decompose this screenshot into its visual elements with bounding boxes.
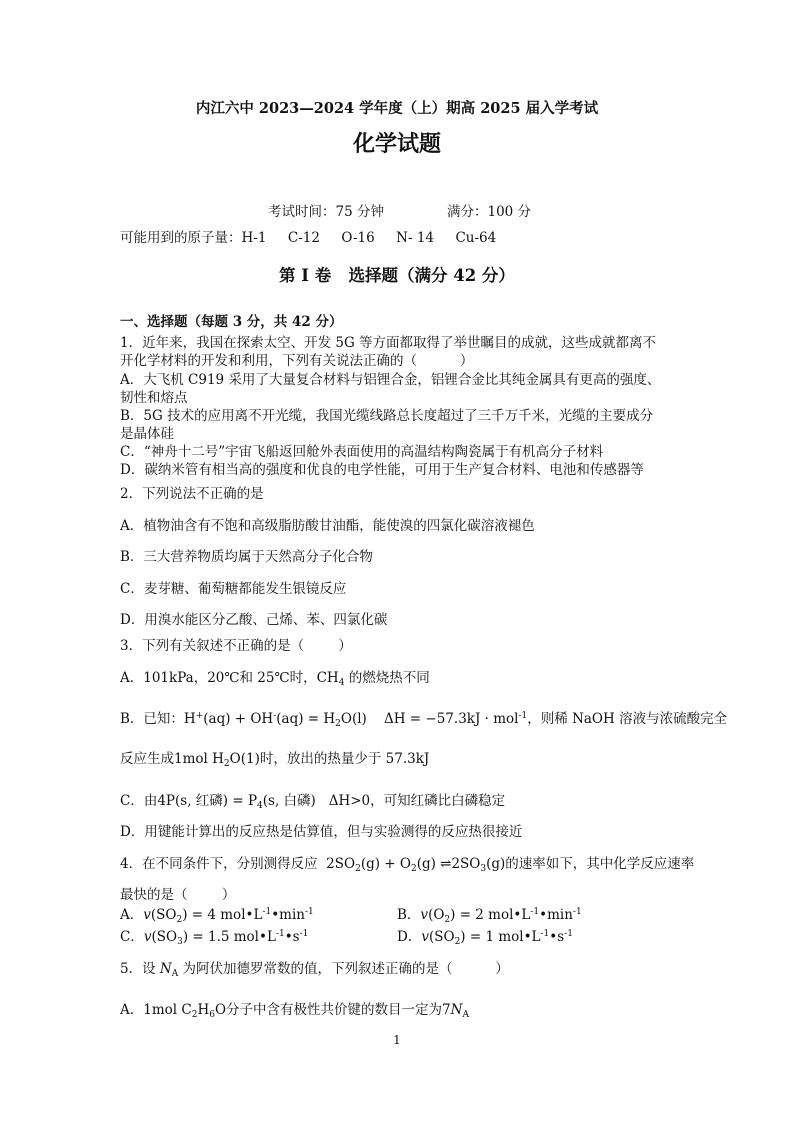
q3-a-formula: CH (316, 670, 339, 686)
q5-option-a (120, 1001, 469, 1019)
q4-b-rest: ) = 2 mol•L (450, 907, 531, 923)
q1-stem-line1: 1．近年来，我国在探索太空、开发 5G 等方面都取得了举世瞩目的成就，这些成就都离不 (120, 335, 657, 351)
q3-b-h2sub: 2 (335, 719, 341, 729)
q3-option-b-line1 (120, 710, 727, 728)
q5-stem-nsub: A (171, 969, 179, 979)
q5-a-s1: 2 (191, 1010, 198, 1020)
school-exam-title: 内江六中 2023—2024 学年度（上）期高 2025 届入学考试 (195, 100, 599, 117)
q4-d-prefix: D． (397, 929, 422, 945)
q4-stem-s2: 2 (410, 864, 417, 874)
q5-stem-prefix: 5．设 (120, 961, 160, 977)
q4-a-prefix: A． (120, 907, 144, 923)
q3-a-suffix: 的燃烧热不同 (344, 670, 430, 686)
q4-stem-line2: 最快的是（ ） (120, 887, 236, 903)
q5-stem (120, 960, 509, 978)
q3-c-eq2: (s, 白磷) ΔH>0 (262, 793, 371, 809)
q5-a-nsub: A (462, 1010, 469, 1020)
q5-stem-suffix: 为阿伏加德罗常数的值，下列叙述正确的是（ ） (178, 961, 509, 977)
q4-b-prefix: B． (397, 907, 421, 923)
q4-d-sub: 2 (454, 937, 461, 947)
q4-option-b (397, 906, 582, 924)
q5-a-formula2: H (197, 1002, 210, 1018)
q4-b-body: (O (428, 907, 445, 923)
q2-stem: 2．下列说法不正确的是 (120, 486, 264, 502)
q5-a-n: N (450, 1002, 463, 1018)
q3-option-a (120, 669, 430, 687)
q4-d-sup2: -1 (564, 929, 573, 939)
part-heading: 一、选择题（每题 3 分，共 42 分） (120, 314, 343, 330)
q3-b-ohsup: - (273, 711, 277, 721)
q4-c-body: (SO (151, 929, 178, 945)
q4-stem-s3: 3 (480, 864, 487, 874)
q1-stem-line2: 开化学材料的开发和利用，下列有关说法正确的（ ） (120, 353, 474, 369)
q4-c-rest: ) = 1.5 mol•L (182, 929, 276, 945)
q4-a-sup1: -1 (262, 907, 272, 917)
q1-option-b-line1: B．5G 技术的应用离不开光缆，我国光缆线路总长度超过了三千万千米，光缆的主要成分 (120, 408, 654, 424)
q4-c-rest2: •s (284, 929, 300, 945)
q3-b-prefix: B．已知： (120, 711, 184, 727)
q3-b2-formula: 1mol H (174, 751, 224, 767)
atomic-masses: 可能用到的原子量：H-1 C-12 O-16 N- 14 Cu-64 (120, 230, 497, 246)
q2-option-b: B．三大营养物质均属于天然高分子化合物 (120, 549, 373, 565)
q3-b2-sub: 2 (223, 759, 230, 769)
q3-b-aq1: (aq) + OH (203, 711, 274, 727)
q4-c-v: v (143, 929, 152, 945)
exam-time: 考试时间：75 分钟 (268, 204, 384, 220)
full-score: 满分：100 分 (447, 204, 532, 220)
q4-a-rest2: •min (271, 907, 305, 923)
subject-title: 化学试题 (352, 131, 441, 157)
q4-b-v: v (420, 907, 429, 923)
q1-option-a-line2: 韧性和熔点 (120, 390, 188, 406)
q3-b-molsup: -1 (518, 711, 528, 721)
q4-b-sup1: -1 (530, 907, 540, 917)
q4-option-c (120, 928, 308, 946)
q3-a-prefix: A．101kPa，20℃和 25℃时， (120, 670, 317, 686)
q5-a-mid: 分子中含有极性共价键的数目一定为 (226, 1002, 443, 1018)
section-title: 第 I 卷 选择题（满分 42 分） (279, 266, 515, 285)
q4-c-sub: 3 (177, 937, 183, 947)
q4-d-rest2: •s (549, 929, 565, 945)
q4-c-prefix: C． (120, 929, 144, 945)
q3-c-prefix: C．由 (120, 793, 158, 809)
q4-b-rest2: •min (539, 907, 573, 923)
q3-b-aq2: (aq) = H (276, 711, 336, 727)
q4-a-sup2: -1 (305, 907, 314, 917)
q2-option-d: D．用溴水能区分乙酸、己烯、苯、四氯化碳 (120, 612, 388, 628)
q4-a-sub: 2 (176, 915, 183, 925)
q3-b-hsup: + (195, 711, 204, 721)
q4-d-v: v (421, 929, 429, 945)
q3-a-sub: 4 (338, 678, 345, 688)
q1-option-d: D．碳纳米管有相当高的强度和优良的电学性能，可用于生产复合材料、电池和传感器等 (120, 462, 644, 478)
q4-c-sup2: -1 (299, 929, 309, 939)
q4-d-rest: ) = 1 mol•L (460, 929, 541, 945)
q5-a-prefix: A． (120, 1002, 144, 1018)
q3-b-suffix: ，则稀 NaOH 溶液与浓硫酸完全 (527, 711, 728, 727)
q4-option-a (120, 906, 314, 924)
q3-option-d: D．用键能计算出的反应热是估算值，但与实验测得的反应热很接近 (120, 824, 523, 840)
q3-b-o: O(l) ΔH = −57.3kJ · mol (340, 711, 519, 727)
q4-stem-line1 (120, 855, 694, 873)
q2-option-a: A．植物油含有不饱和高级脂肪酸甘油酯，能使溴的四氯化碳溶液褪色 (120, 518, 535, 534)
q5-a-s2: 6 (209, 1010, 215, 1020)
q4-stem-mid1: (g) + O (360, 856, 411, 872)
q3-stem: 3．下列有关叙述不正确的是（ ） (120, 638, 352, 654)
q5-a-formula1: 1mol C (143, 1002, 192, 1018)
page-number: 1 (393, 1033, 401, 1047)
q4-d-sup1: -1 (540, 929, 550, 939)
q4-a-rest: ) = 4 mol•L (182, 907, 263, 923)
q4-d-body: (SO (428, 929, 455, 945)
q4-stem-suffix: (g)的速率如下，其中化学反应速率 (486, 856, 695, 872)
q3-b2-prefix: 反应生成 (120, 751, 174, 767)
q3-b-h: H (183, 711, 196, 727)
q3-b2-suffix: 时，放出的热量少于 57.3kJ (259, 751, 430, 767)
q4-stem-prefix: 4．在不同条件下，分别测得反应 2SO (120, 856, 356, 872)
q4-a-v: v (143, 907, 151, 923)
q4-a-body: (SO (150, 907, 177, 923)
q1-option-a-line1: A．大飞机 C919 采用了大量复合材料与铝锂合金，铝锂合金比其纯金属具有更高的强度、 (120, 372, 661, 388)
q3-c-sub: 4 (257, 801, 263, 811)
q1-option-b-line2: 是晶体硅 (120, 426, 174, 442)
q3-option-c (120, 792, 505, 810)
q3-option-b-line2 (120, 750, 429, 768)
q4-b-sup2: -1 (572, 907, 582, 917)
q4-stem-s1: 2 (355, 864, 361, 874)
q4-stem-mid2: (g) ⇌2SO (416, 856, 481, 872)
q5-a-val: 7 (442, 1002, 451, 1018)
q3-c-eq1: 4P(s, 红磷) = P (157, 793, 258, 809)
q4-b-sub: 2 (444, 915, 451, 925)
q1-option-c: C．“神舟十二号”宇宙飞船返回舱外表面使用的高温结构陶瓷属于有机高分子材料 (120, 444, 604, 460)
q3-c-suffix: ，可知红磷比白磷稳定 (370, 793, 506, 809)
q2-option-c: C．麦芽糖、葡萄糖都能发生银镜反应 (120, 581, 347, 597)
q4-c-sup1: -1 (275, 929, 285, 939)
q5-a-formula3: O (214, 1002, 227, 1018)
q4-option-d (397, 928, 573, 946)
q3-b2-formula2: O(1) (229, 751, 260, 767)
q5-stem-n: N (159, 961, 172, 977)
